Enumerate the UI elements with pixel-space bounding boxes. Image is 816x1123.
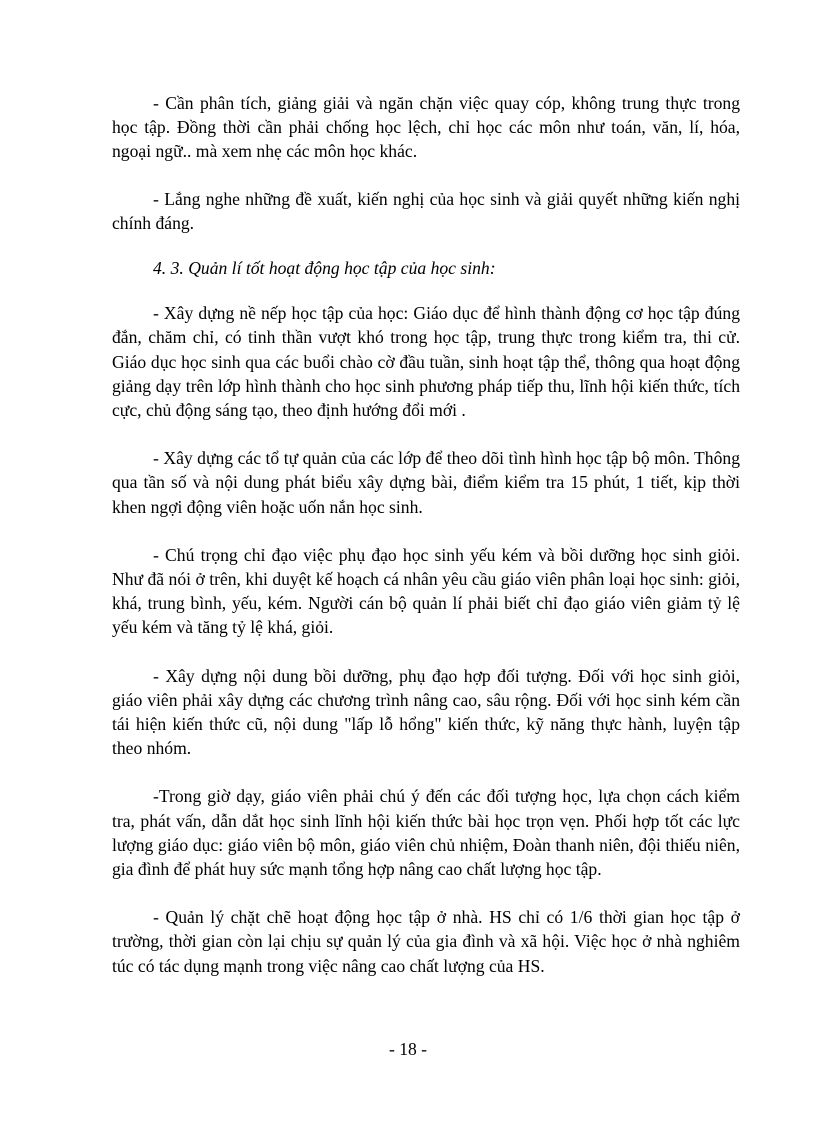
paragraph-learning-discipline: - Xây dựng nề nếp học tập của học: Giáo dục để hình thành động cơ học tập đúng đắn, chăm chỉ, có tinh thần vượt khó trong học tập, trung thực trong kiểm tra, thi cử. Giáo dục học sinh qua các buổi chào cờ đầu tuần, sinh hoạt tập thể, thông qua hoạt động giảng dạy trên lớp hình thành cho học sinh phương pháp tiếp thu, lĩnh hội kiến thức, tích cực, chủ động sáng tạo, theo định hướng đổi mới .	[112, 303, 740, 421]
paragraph-listen-proposals: - Lắng nghe những đề xuất, kiến nghị của học sinh và giải quyết những kiến nghị chính đáng.	[112, 188, 740, 233]
page-number: - 18 -	[388, 1039, 428, 1059]
paragraph-home-study: - Quản lý chặt chẽ hoạt động học tập ở nhà. HS chỉ có 1/6 thời gian học tập ở trường, thời gian còn lại chịu sự quản lý của gia đình và xã hội. Việc học ở nhà nghiêm túc có tác dụng mạnh trong việc nâng cao chất lượng của HS.	[112, 907, 740, 976]
section-heading: 4. 3. Quản lí tốt hoạt động học tập của học sinh:	[153, 258, 496, 279]
paragraph-tutoring-content: - Xây dựng nội dung bồi dưỡng, phụ đạo hợp đối tượng. Đối với học sinh giỏi, giáo viên phải xây dựng các chương trình nâng cao, sâu rộng. Đối với học sinh kém cần tái hiện kiến thức cũ, nội dung "lấp lỗ hổng" kiến thức, kỹ năng thực hành, luyện tập theo nhóm.	[112, 665, 740, 759]
paragraph-remedial-tutoring: - Chú trọng chỉ đạo việc phụ đạo học sinh yếu kém và bồi dưỡng học sinh giỏi. Như đã nói ở trên, khi duyệt kế hoạch cá nhân yêu cầu giáo viên phân loại học sinh: giỏi, khá, trung bình, yếu, kém. Người cán bộ quản lí phải biết chỉ đạo giáo viên giảm tỷ lệ yếu kém và tăng tỷ lệ khá, giỏi.	[112, 544, 740, 638]
paragraph-teaching-coordination: -Trong giờ dạy, giáo viên phải chú ý đến các đối tượng học, lựa chọn cách kiểm tra, phát vấn, dẫn dắt học sinh lĩnh hội kiến thức bài học trọn vẹn. Phối hợp tốt các lực lượng giáo dục: giáo viên bộ môn, giáo viên chủ nhiệm, Đoàn thanh niên, đội thiếu niên, gia đình để phát huy sức mạnh tổng hợp nâng cao chất lượng học tập.	[112, 786, 740, 880]
paragraph-self-management-groups: - Xây dựng các tổ tự quản của các lớp để theo dõi tình hình học tập bộ môn. Thông qua tần số và nội dung phát biểu xây dựng bài, điểm kiểm tra 15 phút, 1 tiết, kịp thời khen ngợi động viên hoặc uốn nắn học sinh.	[112, 448, 740, 517]
document-page	[112, 91, 740, 978]
paragraph-anti-cheating: - Cần phân tích, giảng giải và ngăn chặn việc quay cóp, không trung thực trong học tập. Đồng thời cần phải chống học lệch, chỉ học các môn như toán, văn, lí, hóa, ngoại ngữ.. mà xem nhẹ các môn học khác.	[112, 93, 740, 162]
